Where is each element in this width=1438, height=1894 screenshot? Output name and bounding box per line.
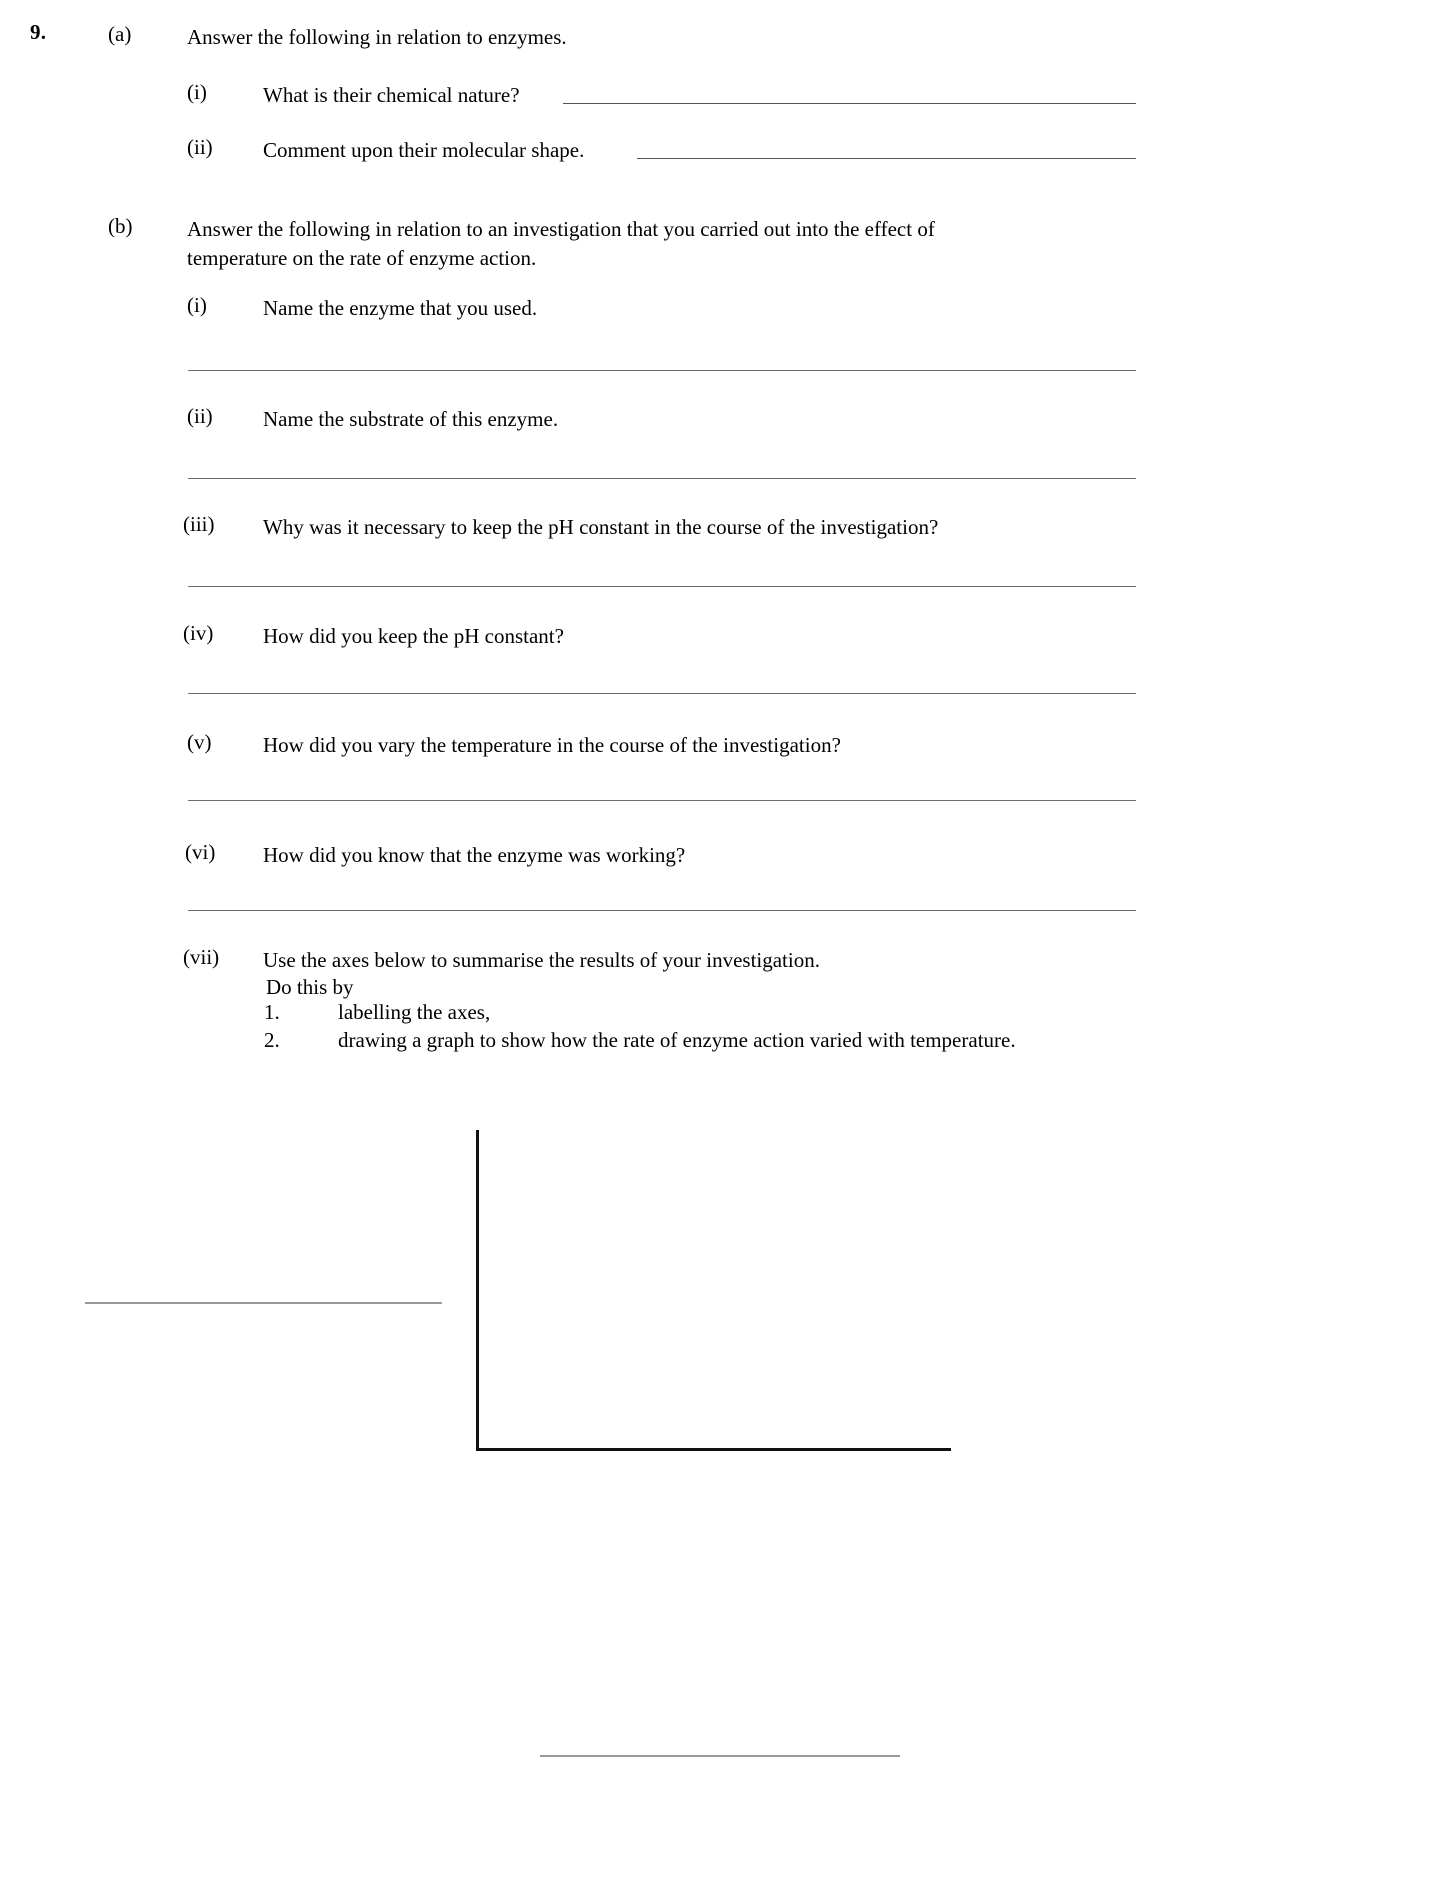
item-marker-a-i: (i) (187, 80, 207, 104)
item-text-b-vii-line2: Do this by (266, 975, 354, 999)
item-text-a-i: What is their chemical nature? (263, 83, 520, 107)
item-marker-a-ii: (ii) (187, 135, 213, 159)
answer-line-b-vi[interactable] (188, 910, 1136, 911)
item-text-a-ii: Comment upon their molecular shape. (263, 138, 585, 162)
part-b-stem-line1: Answer the following in relation to an investigation that you carried out into the effect of (187, 217, 935, 241)
item-marker-b-vi: (vi) (185, 840, 216, 864)
item-marker-b-v: (v) (187, 730, 212, 754)
answer-line-b-v[interactable] (188, 800, 1136, 801)
part-label-a: (a) (108, 22, 132, 46)
answer-line-b-iv[interactable] (188, 693, 1136, 694)
item-text-b-i: Name the enzyme that you used. (263, 296, 538, 320)
y-axis-label-line[interactable] (85, 1302, 442, 1304)
item-text-b-vi: How did you know that the enzyme was working? (263, 843, 686, 867)
graph-x-axis (476, 1448, 951, 1451)
item-text-b-vii: Use the axes below to summarise the results of your investigation. (263, 948, 820, 972)
part-label-b: (b) (108, 214, 133, 238)
sublist-text-2: drawing a graph to show how the rate of enzyme action varied with temperature. (338, 1028, 1016, 1052)
x-axis-label-line[interactable] (540, 1755, 900, 1757)
item-marker-b-ii: (ii) (187, 404, 213, 428)
item-marker-b-iv: (iv) (183, 621, 214, 645)
answer-line-b-iii[interactable] (188, 586, 1136, 587)
item-marker-b-i: (i) (187, 293, 207, 317)
sublist-text-1: labelling the axes, (338, 1000, 491, 1024)
answer-line-a-i[interactable] (563, 103, 1136, 104)
answer-line-a-ii[interactable] (637, 158, 1136, 159)
sublist-number-1: 1. (264, 1000, 280, 1024)
question-number: 9. (30, 20, 47, 44)
part-b-stem-line2: temperature on the rate of enzyme action. (187, 246, 537, 270)
sublist-number-2: 2. (264, 1028, 280, 1052)
part-a-stem: Answer the following in relation to enzymes. (187, 25, 567, 49)
item-text-b-ii: Name the substrate of this enzyme. (263, 407, 559, 431)
item-marker-b-vii: (vii) (183, 945, 220, 969)
item-text-b-iii: Why was it necessary to keep the pH constant in the course of the investigation? (263, 515, 939, 539)
item-marker-b-iii: (iii) (183, 512, 215, 536)
answer-line-b-i[interactable] (188, 370, 1136, 371)
graph-y-axis (476, 1130, 479, 1450)
item-text-b-v: How did you vary the temperature in the course of the investigation? (263, 733, 841, 757)
item-text-b-iv: How did you keep the pH constant? (263, 624, 564, 648)
answer-line-b-ii[interactable] (188, 478, 1136, 479)
